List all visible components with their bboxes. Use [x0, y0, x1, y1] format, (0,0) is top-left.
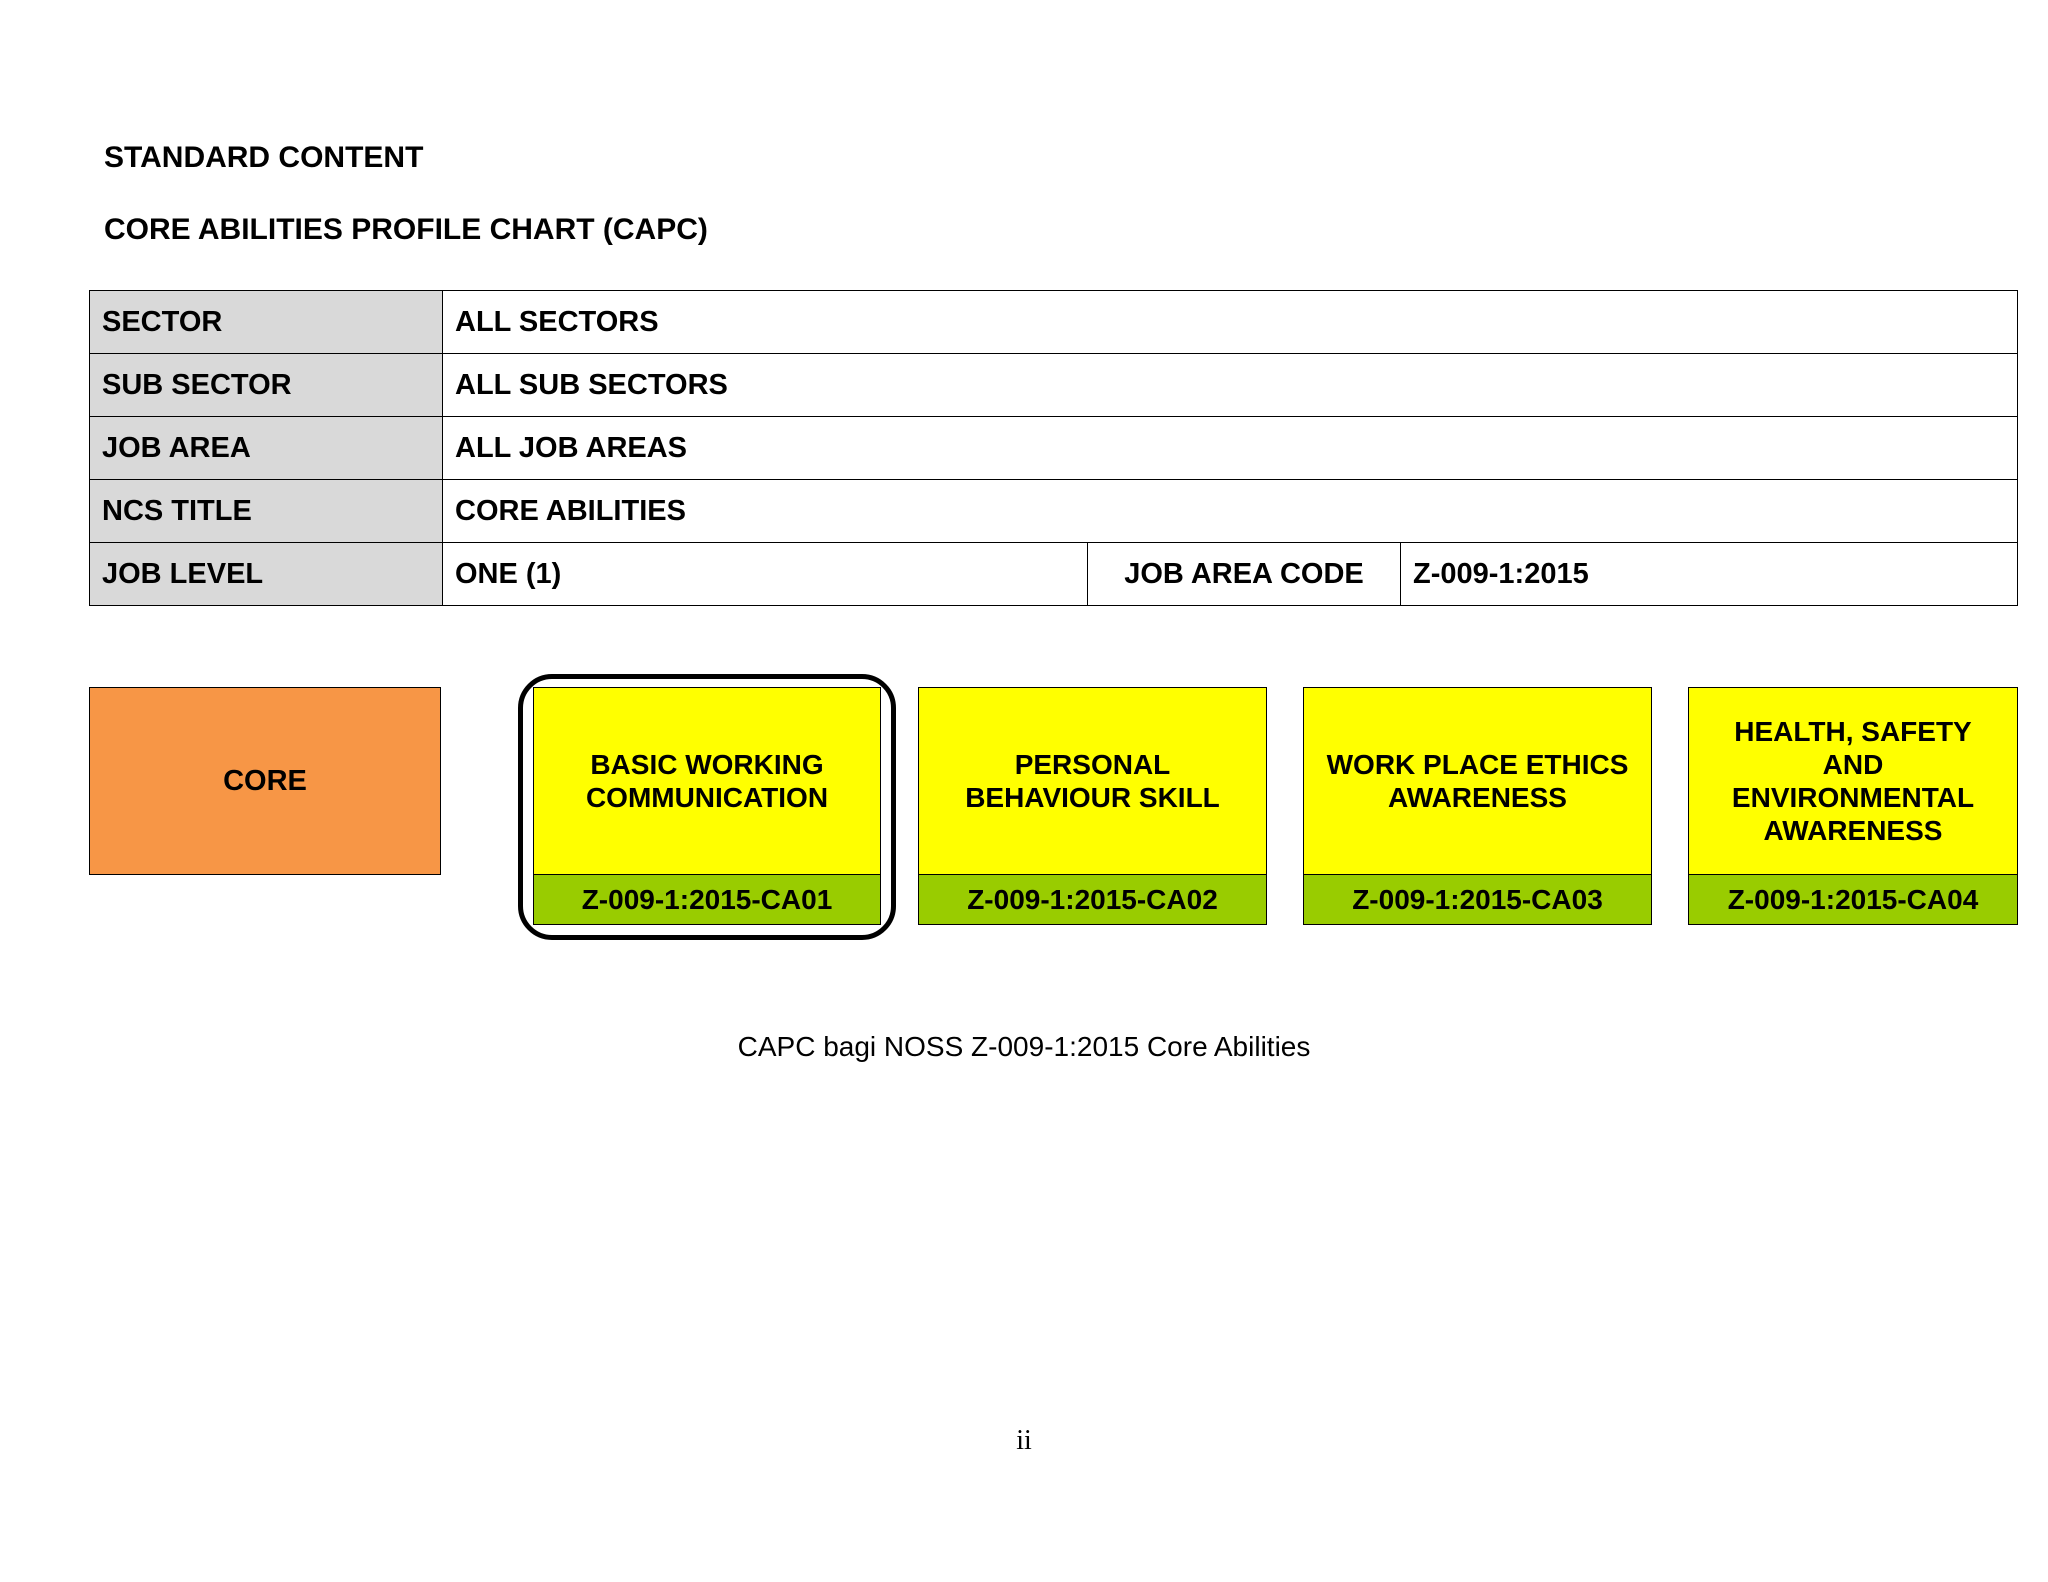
table-row: [90, 480, 2018, 543]
unit-title-line: AND: [1822, 749, 1884, 780]
sub-sector-label: SUB SECTOR: [90, 354, 443, 417]
figure-caption: CAPC bagi NOSS Z-009-1:2015 Core Abilities: [737, 1031, 1311, 1062]
sector-value: ALL SECTORS: [443, 291, 2018, 354]
table-row: [90, 543, 2018, 606]
ncs-title-label: NCS TITLE: [90, 480, 443, 543]
page-number: ii: [1016, 1425, 1032, 1456]
unit-title-line: PERSONAL: [1014, 749, 1171, 780]
sector-label: SECTOR: [90, 291, 443, 354]
job-level-label: JOB LEVEL: [90, 543, 443, 606]
unit-card-ca02[interactable]: [918, 687, 1267, 926]
unit-title-line: AWARENESS: [1763, 815, 1943, 846]
sub-sector-value: ALL SUB SECTORS: [443, 354, 2018, 417]
chart-title: CORE ABILITIES PROFILE CHART (CAPC): [104, 213, 708, 246]
unit-code: Z-009-1:2015-CA02: [918, 874, 1267, 925]
unit-title: [1303, 687, 1652, 875]
unit-title-line: ENVIRONMENTAL: [1731, 782, 1975, 813]
unit-title-line: HEALTH, SAFETY: [1734, 716, 1972, 747]
unit-code: Z-009-1:2015-CA01: [533, 874, 881, 925]
unit-code: Z-009-1:2015-CA04: [1688, 874, 2018, 925]
info-table: [89, 290, 2018, 606]
unit-card-ca01[interactable]: [533, 687, 881, 926]
unit-title-line: COMMUNICATION: [585, 782, 829, 813]
unit-card-ca03[interactable]: [1303, 687, 1652, 926]
ncs-title-value: CORE ABILITIES: [443, 480, 2018, 543]
table-row: [90, 354, 2018, 417]
unit-card-ca04[interactable]: [1688, 687, 2018, 926]
unit-title: [533, 687, 881, 875]
job-area-code-label: JOB AREA CODE: [1088, 543, 1401, 606]
job-area-code-value: Z-009-1:2015: [1401, 543, 2018, 606]
unit-title: [918, 687, 1267, 875]
job-area-value: ALL JOB AREAS: [443, 417, 2018, 480]
unit-title: [1688, 687, 2018, 875]
section-heading: STANDARD CONTENT: [104, 141, 424, 174]
job-area-label: JOB AREA: [90, 417, 443, 480]
unit-code: Z-009-1:2015-CA03: [1303, 874, 1652, 925]
table-row: [90, 291, 2018, 354]
core-box: CORE: [89, 687, 441, 875]
table-row: [90, 417, 2018, 480]
job-level-value: ONE (1): [443, 543, 1088, 606]
unit-title-line: BEHAVIOUR SKILL: [965, 782, 1220, 813]
unit-title-line: BASIC WORKING: [590, 749, 824, 780]
unit-title-line: WORK PLACE ETHICS: [1326, 749, 1629, 780]
unit-title-line: AWARENESS: [1388, 782, 1567, 813]
